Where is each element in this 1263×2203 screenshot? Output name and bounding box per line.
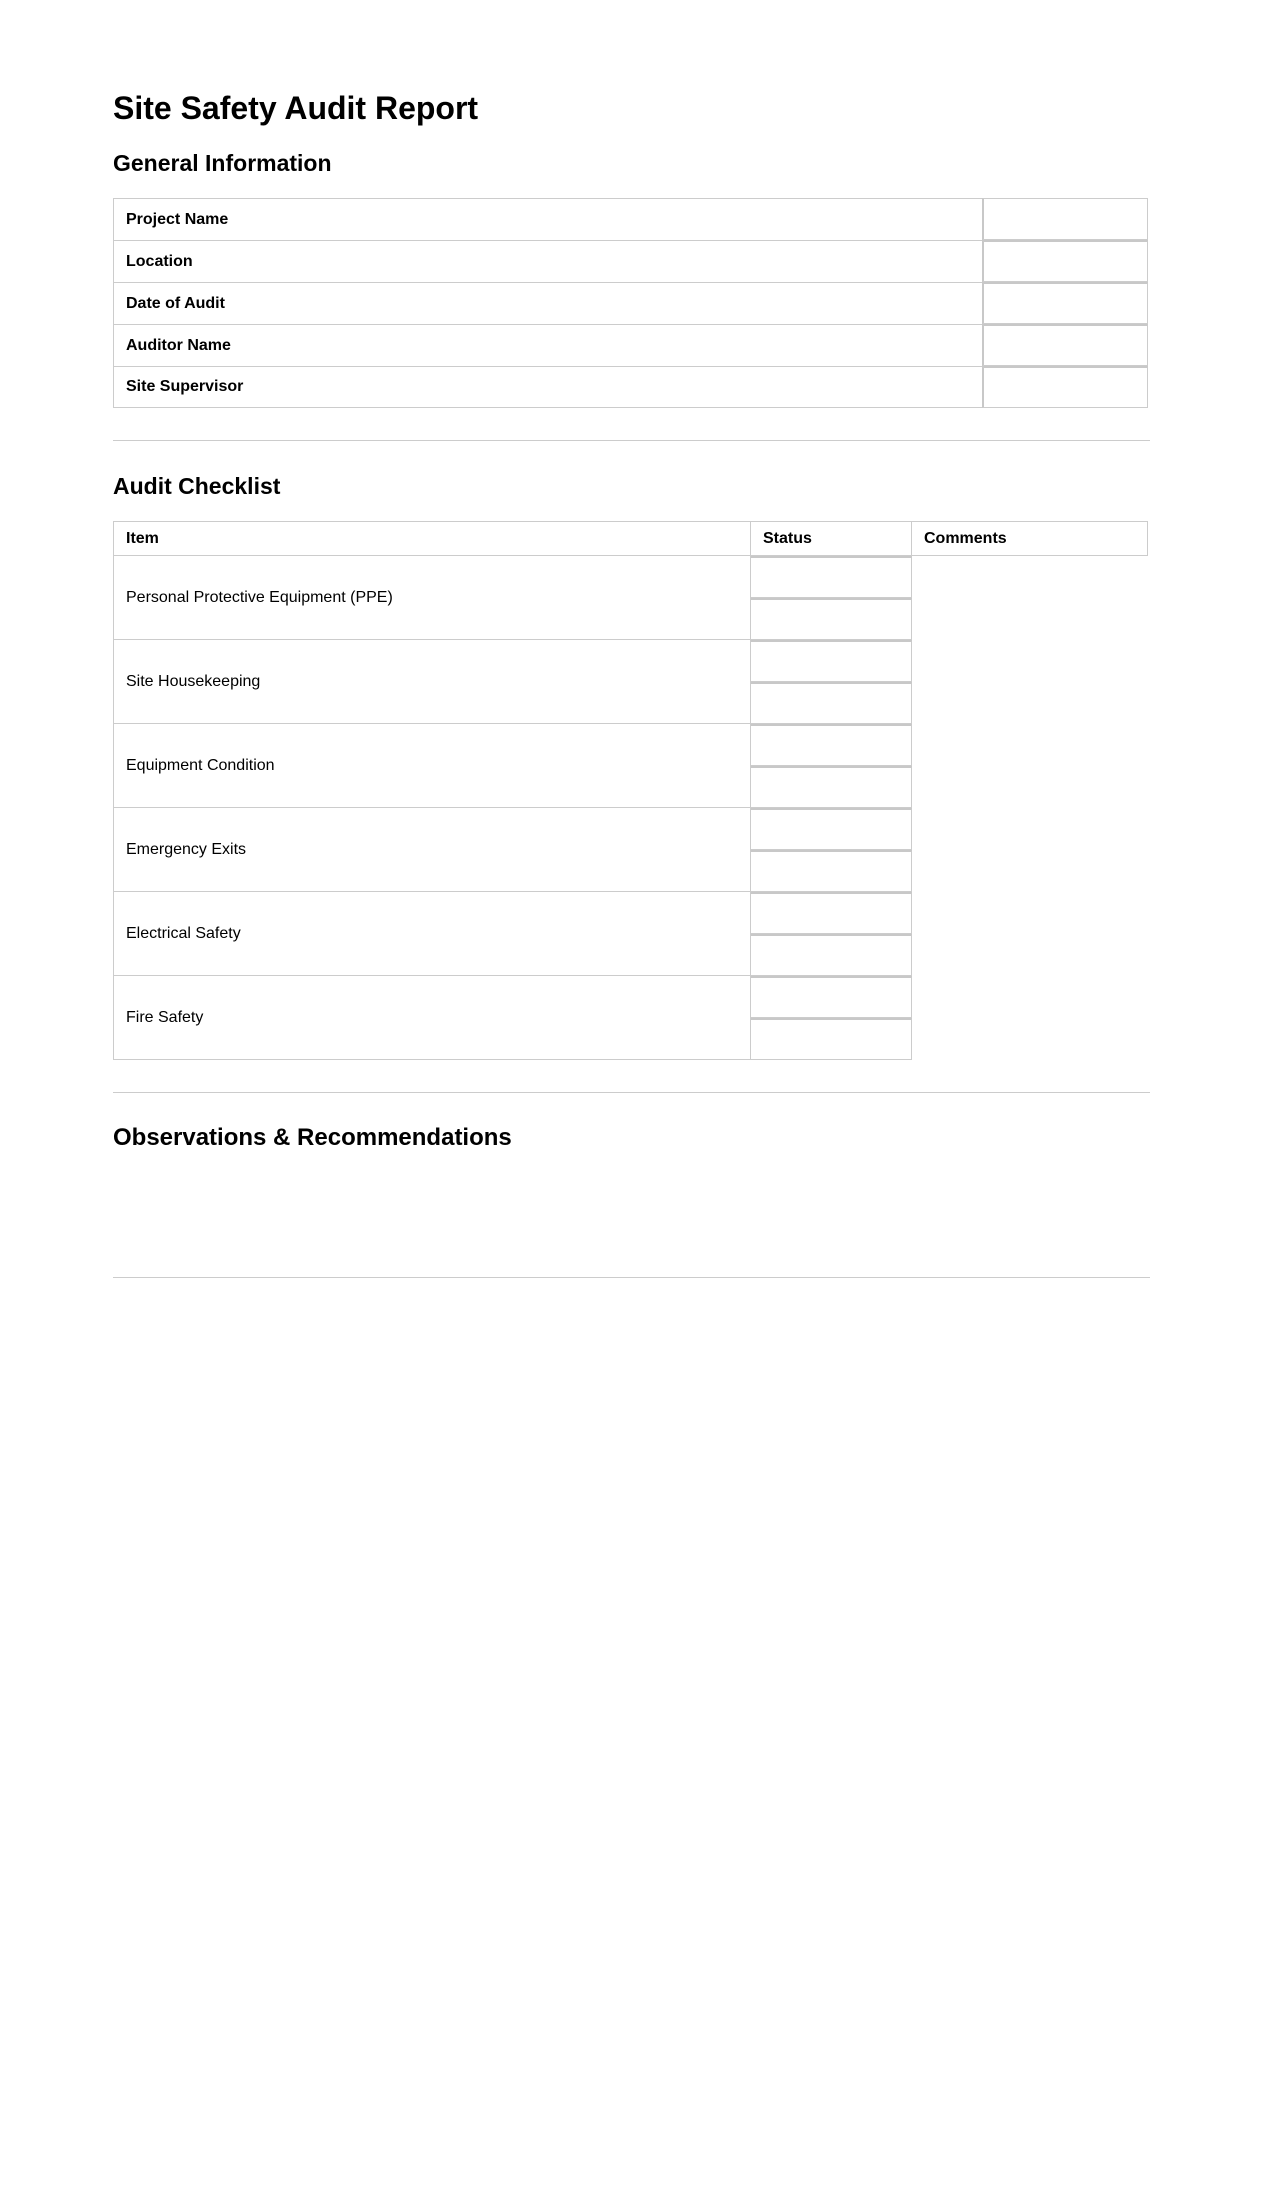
status-input[interactable] — [751, 556, 912, 598]
status-cell — [751, 724, 912, 808]
status-cell — [751, 808, 912, 892]
project-name-label: Project Name — [113, 198, 982, 240]
status-input[interactable] — [751, 892, 912, 934]
checklist-header-row — [113, 521, 1148, 556]
date-of-audit-input[interactable] — [982, 282, 1148, 324]
column-header-status: Status — [751, 522, 912, 555]
location-label: Location — [113, 240, 982, 282]
table-row — [113, 556, 1148, 640]
status-input[interactable] — [751, 934, 912, 976]
site-supervisor-input[interactable] — [982, 366, 1148, 408]
checklist-item-fire-safety: Fire Safety — [113, 976, 751, 1060]
checklist-item-ppe: Personal Protective Equipment (PPE) — [113, 556, 751, 640]
table-row — [113, 724, 1148, 808]
audit-checklist-table — [113, 521, 1148, 1060]
location-input[interactable] — [982, 240, 1148, 282]
auditor-name-input[interactable] — [982, 324, 1148, 366]
status-input[interactable] — [751, 598, 912, 640]
column-header-comments: Comments — [924, 529, 1007, 547]
comments-cell — [912, 640, 1148, 724]
status-input[interactable] — [751, 724, 912, 766]
status-cell — [751, 892, 912, 976]
comments-cell — [912, 808, 1148, 892]
status-input[interactable] — [751, 976, 912, 1018]
checklist-item-emergency-exits: Emergency Exits — [113, 808, 751, 892]
status-input[interactable] — [751, 808, 912, 850]
observations-body — [113, 1170, 1149, 1260]
info-row-auditor-name — [113, 324, 1148, 366]
comments-cell — [912, 556, 1148, 640]
section-divider — [113, 1092, 1150, 1093]
status-cell — [751, 976, 912, 1060]
info-row-date-of-audit — [113, 282, 1148, 324]
checklist-item-site-housekeeping: Site Housekeeping — [113, 640, 751, 724]
table-row — [113, 892, 1148, 976]
section-divider — [113, 1277, 1150, 1278]
page-title: Site Safety Audit Report — [113, 90, 479, 126]
section-divider — [113, 440, 1150, 441]
comments-cell — [912, 976, 1148, 1060]
table-row — [113, 808, 1148, 892]
table-row — [113, 976, 1148, 1060]
status-cell — [751, 640, 912, 724]
status-input[interactable] — [751, 640, 912, 682]
status-input[interactable] — [751, 1018, 912, 1060]
status-input[interactable] — [751, 682, 912, 724]
checklist-item-equipment-condition: Equipment Condition — [113, 724, 751, 808]
status-cell — [751, 556, 912, 640]
site-supervisor-label: Site Supervisor — [113, 366, 982, 408]
comments-cell — [912, 892, 1148, 976]
audit-checklist-heading: Audit Checklist — [113, 473, 281, 499]
comments-cell — [912, 724, 1148, 808]
column-header-item: Item — [114, 522, 751, 555]
auditor-name-label: Auditor Name — [113, 324, 982, 366]
status-input[interactable] — [751, 850, 912, 892]
observations-heading: Observations & Recommendations — [113, 1124, 512, 1151]
info-row-location — [113, 240, 1148, 282]
checklist-item-electrical-safety: Electrical Safety — [113, 892, 751, 976]
status-input[interactable] — [751, 766, 912, 808]
table-row — [113, 640, 1148, 724]
info-row-site-supervisor — [113, 366, 1148, 408]
date-of-audit-label: Date of Audit — [113, 282, 982, 324]
general-information-table — [113, 198, 1148, 408]
info-row-project-name — [113, 198, 1148, 240]
general-information-heading: General Information — [113, 150, 332, 176]
project-name-input[interactable] — [982, 198, 1148, 240]
